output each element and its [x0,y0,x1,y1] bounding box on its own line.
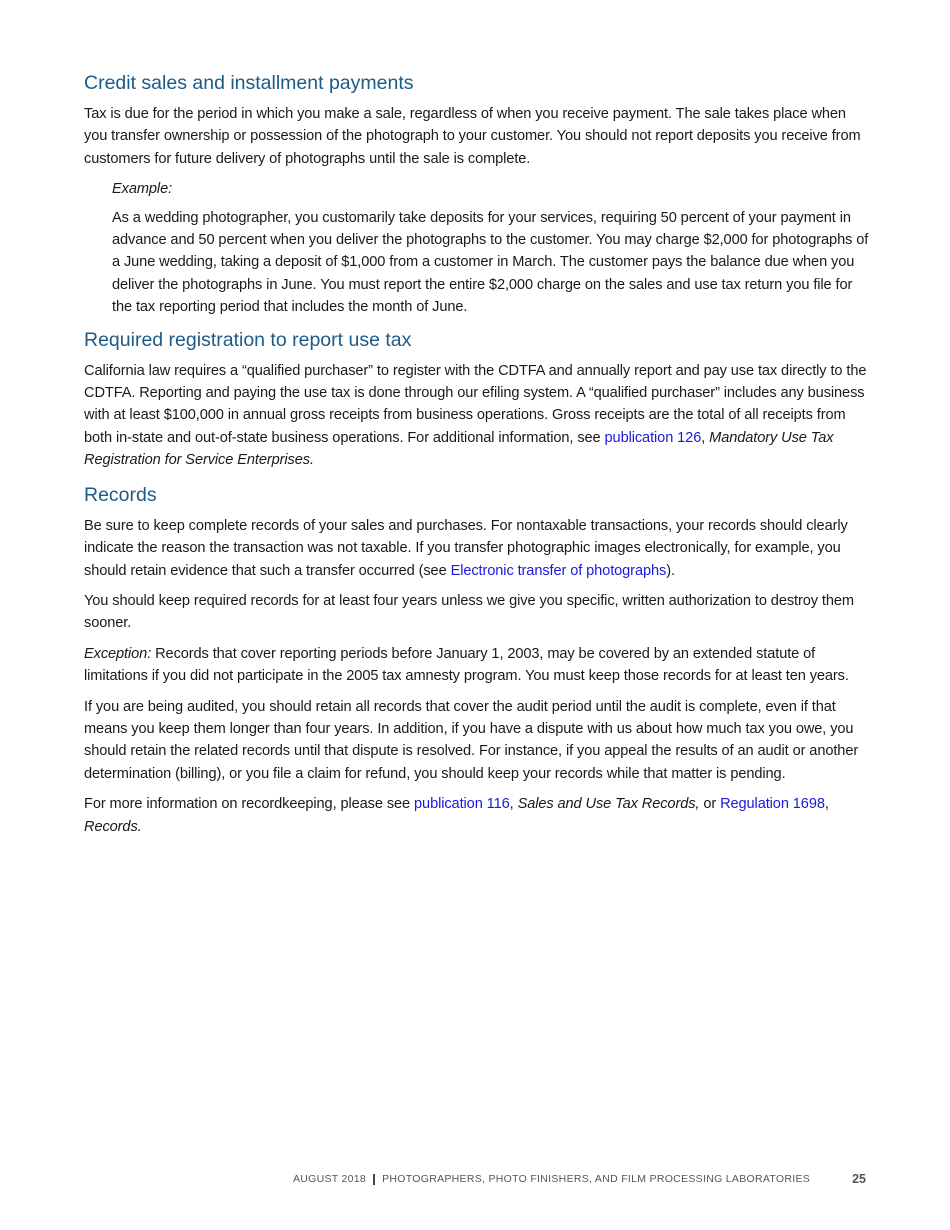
records-p5-text: For more information on recordkeeping, please see [84,796,415,813]
electronic-transfer-link[interactable]: Electronic transfer of photographs [450,562,667,579]
records-paragraph-3 [84,643,869,688]
exception-label: Exception: [84,645,152,662]
records-p5-sep1: , [509,796,518,813]
heading-registration: Required registration to report use tax [84,328,412,351]
records-p5-title1: Sales and Use Tax Records, [517,796,700,813]
footer-date: AUGUST 2018 [292,1173,367,1185]
records-paragraph-5 [84,793,869,838]
example-label: Example: [112,181,173,198]
records-paragraph-2: You should keep required records for at least four years unless we give you specific, written authorization to destroy them sooner. [84,592,854,632]
registration-sep: , [701,429,710,446]
heading-records: Records [84,483,157,506]
page-content [84,70,869,846]
records-paragraph-1 [84,515,869,582]
page-number: 25 [852,1172,866,1186]
records-p5-title2: Records. [84,818,142,835]
records-p1-text: Be sure to keep complete records of your sales and purchases. For nontaxable transactions, your records should clearly indicate the reason the transaction was not taxable. If you transfer photographic images electronically, for example, you should retain evidence that such a transfer occurred (see [84,517,848,579]
footer-divider [373,1174,375,1185]
records-p5-sep2: , [824,796,829,813]
publication-116-link[interactable]: publication 116 [414,796,510,813]
records-p1-end: ). [666,562,675,579]
credit-paragraph: Tax is due for the period in which you make a sale, regardless of when you receive payment. The sale takes place when you transfer ownership or possession of the photograph to your customer. You should not report deposits you receive from customers for future delivery of photographs until the sale is complete. [84,106,861,167]
example-text: As a wedding photographer, you customarily take deposits for your services, requiring 50 percent of your payment in advance and 50 percent when you deliver the photographs to the customer. You may charge $2,000 for photographs of a June wedding, taking a deposit of $1,000 from a customer in March. The customer pays the balance due when you deliver the photographs in June. You must report the entire $2,000 charge on the sales and use tax return you file for the tax reporting period that includes the month of June. [112,209,869,316]
records-paragraph-4: If you are being audited, you should retain all records that cover the audit period until the audit is complete, even if that means you keep them longer than four years. In addition, if you have a dispute with us about how much tax you owe, you should retain the related records until that dispute is resolved. For instance, if you appeal the results of an audit or another determination (billing), or you file a claim for refund, you should keep your records while that matter is pending. [84,698,859,782]
footer-title: PHOTOGRAPHERS, PHOTO FINISHERS, AND FILM PROCESSING LABORATORIES [382,1173,811,1185]
records-p5-or: or [699,796,721,813]
exception-text: Records that cover reporting periods before January 1, 2003, may be covered by an extended statute of limitations if you did not participate in the 2005 tax amnesty program. You must keep those records for at least ten years. [84,645,849,685]
heading-credit-sales: Credit sales and installment payments [84,72,414,94]
regulation-1698-link[interactable]: Regulation 1698 [720,796,825,813]
registration-text: California law requires a “qualified purchaser” to register with the CDTFA and annually report and pay use tax directly to the CDTFA. Reporting and paying the use tax is done through our efiling system. A “qualified purchaser” includes any business with at least $100,000 in annual gross receipts from business operations. Gross receipts are the total of all receipts from both in-state and out-of-state business operations. For additional information, see [84,362,867,446]
publication-126-link[interactable]: publication 126 [604,429,702,446]
page-footer [293,1172,866,1186]
registration-pub-title: Mandatory Use Tax Registration for Service Enterprises. [84,429,834,469]
registration-paragraph [84,360,869,472]
